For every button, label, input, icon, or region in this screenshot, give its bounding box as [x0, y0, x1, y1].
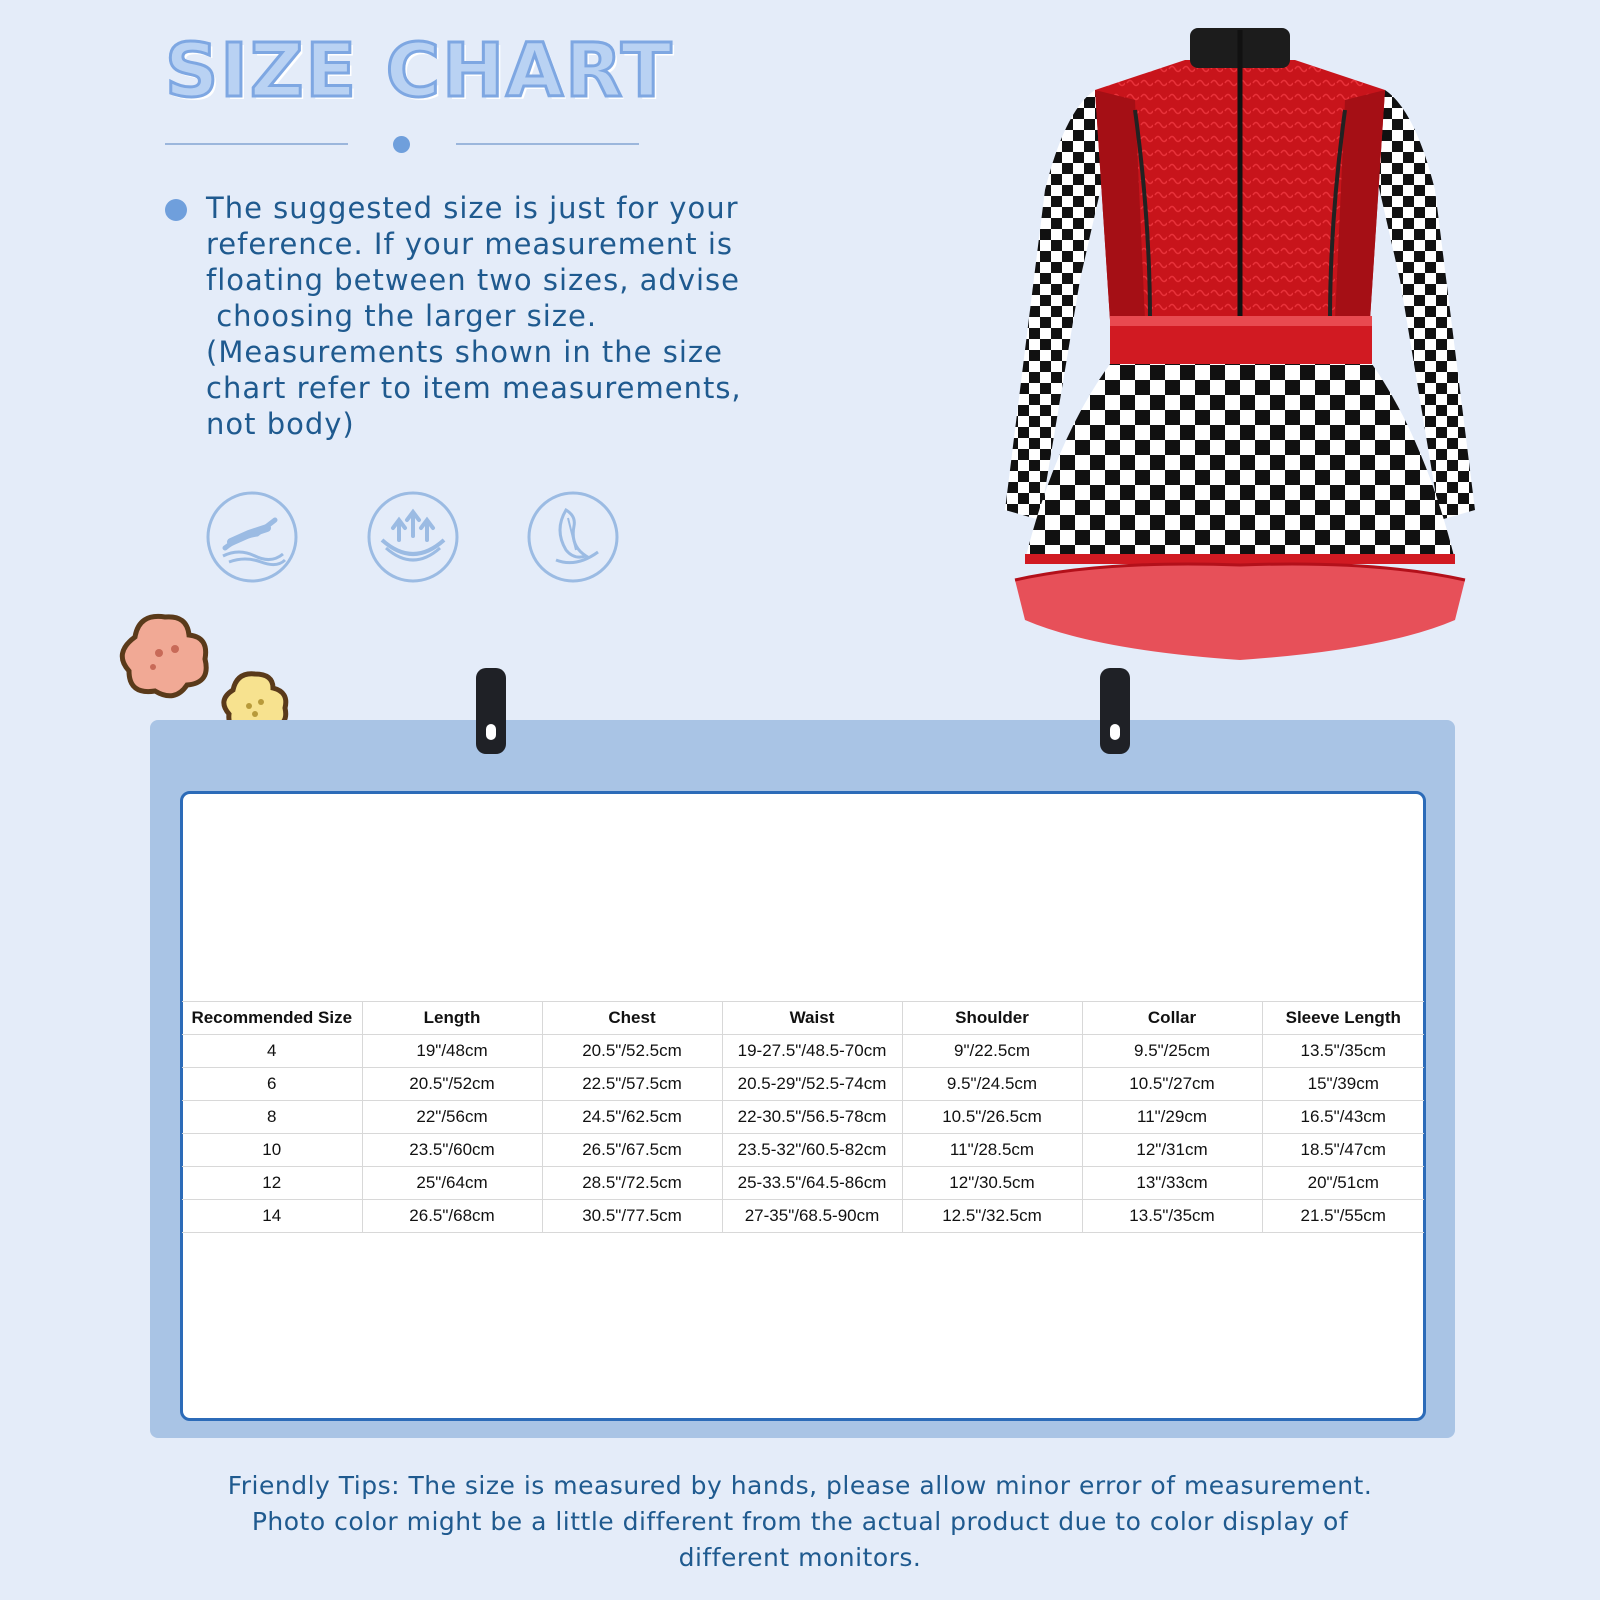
header-waist: Waist [722, 1002, 902, 1035]
cell-chest: 26.5"/67.5cm [542, 1134, 722, 1167]
table-row [182, 1200, 1424, 1233]
bullet-dot [165, 199, 187, 221]
tips-line: Photo color might be a little different from the actual product due to color display of [251, 1507, 1349, 1536]
table-header-row [182, 1002, 1424, 1035]
cell-sleeve-length: 18.5"/47cm [1262, 1134, 1424, 1167]
cell-size: 12 [182, 1167, 362, 1200]
tips-line: different monitors. [678, 1543, 922, 1572]
cell-shoulder: 12"/30.5cm [902, 1167, 1082, 1200]
header-shoulder: Shoulder [902, 1002, 1082, 1035]
header-length: Length [362, 1002, 542, 1035]
cell-chest: 24.5"/62.5cm [542, 1101, 722, 1134]
cell-shoulder: 11"/28.5cm [902, 1134, 1082, 1167]
divider-dot [393, 136, 410, 153]
note-line: (Measurements shown in the size [206, 335, 723, 369]
cell-length: 22"/56cm [362, 1101, 542, 1134]
cell-shoulder: 10.5"/26.5cm [902, 1101, 1082, 1134]
page-title: SIZE CHART [165, 28, 674, 114]
board-clip-left [476, 668, 506, 754]
cell-waist: 20.5-29"/52.5-74cm [722, 1068, 902, 1101]
cell-collar: 13.5"/35cm [1082, 1200, 1262, 1233]
note-line: chart refer to item measurements, [206, 371, 742, 405]
note-line: choosing the larger size. [206, 299, 598, 333]
table-row [182, 1134, 1424, 1167]
tips-line: Friendly Tips: The size is measured by hands, please allow minor error of measurement. [227, 1471, 1373, 1500]
quick-dry-icon [366, 490, 460, 584]
table-row [182, 1035, 1424, 1068]
header-sleeve-length: Sleeve Length [1262, 1002, 1424, 1035]
size-note [206, 190, 846, 442]
cell-size: 6 [182, 1068, 362, 1101]
cell-size: 14 [182, 1200, 362, 1233]
cell-length: 19"/48cm [362, 1035, 542, 1068]
divider-line-left [165, 143, 348, 145]
note-line: The suggested size is just for your [206, 191, 739, 225]
cell-size: 4 [182, 1035, 362, 1068]
header-collar: Collar [1082, 1002, 1262, 1035]
cell-collar: 9.5"/25cm [1082, 1035, 1262, 1068]
cell-sleeve-length: 13.5"/35cm [1262, 1035, 1424, 1068]
note-line: reference. If your measurement is [206, 227, 734, 261]
header-recommended-size: Recommended Size [182, 1002, 362, 1035]
cell-length: 23.5"/60cm [362, 1134, 542, 1167]
cell-sleeve-length: 21.5"/55cm [1262, 1200, 1424, 1233]
soft-fabric-icon [526, 490, 620, 584]
cell-size: 8 [182, 1101, 362, 1134]
cell-collar: 12"/31cm [1082, 1134, 1262, 1167]
cell-shoulder: 9.5"/24.5cm [902, 1068, 1082, 1101]
friendly-tips [160, 1468, 1440, 1576]
board-clip-right [1100, 668, 1130, 754]
cell-collar: 11"/29cm [1082, 1101, 1262, 1134]
hand-wash-icon [205, 490, 299, 584]
note-line: not body) [206, 407, 355, 441]
cell-collar: 13"/33cm [1082, 1167, 1262, 1200]
cell-chest: 30.5"/77.5cm [542, 1200, 722, 1233]
cell-chest: 28.5"/72.5cm [542, 1167, 722, 1200]
cell-sleeve-length: 15"/39cm [1262, 1068, 1424, 1101]
cell-sleeve-length: 16.5"/43cm [1262, 1101, 1424, 1134]
dress-product-image [985, 20, 1495, 670]
cell-shoulder: 9"/22.5cm [902, 1035, 1082, 1068]
cell-waist: 19-27.5"/48.5-70cm [722, 1035, 902, 1068]
table-row [182, 1167, 1424, 1200]
cell-length: 26.5"/68cm [362, 1200, 542, 1233]
cell-waist: 25-33.5"/64.5-86cm [722, 1167, 902, 1200]
cell-length: 20.5"/52cm [362, 1068, 542, 1101]
cell-shoulder: 12.5"/32.5cm [902, 1200, 1082, 1233]
cell-length: 25"/64cm [362, 1167, 542, 1200]
cell-waist: 27-35"/68.5-90cm [722, 1200, 902, 1233]
size-table [182, 1001, 1424, 1233]
note-line: floating between two sizes, advise [206, 263, 741, 297]
cell-collar: 10.5"/27cm [1082, 1068, 1262, 1101]
cell-chest: 22.5"/57.5cm [542, 1068, 722, 1101]
cell-sleeve-length: 20"/51cm [1262, 1167, 1424, 1200]
table-row [182, 1068, 1424, 1101]
cell-waist: 23.5-32"/60.5-82cm [722, 1134, 902, 1167]
cell-chest: 20.5"/52.5cm [542, 1035, 722, 1068]
header-chest: Chest [542, 1002, 722, 1035]
divider-line-right [456, 143, 639, 145]
cell-waist: 22-30.5"/56.5-78cm [722, 1101, 902, 1134]
cell-size: 10 [182, 1134, 362, 1167]
table-row [182, 1101, 1424, 1134]
